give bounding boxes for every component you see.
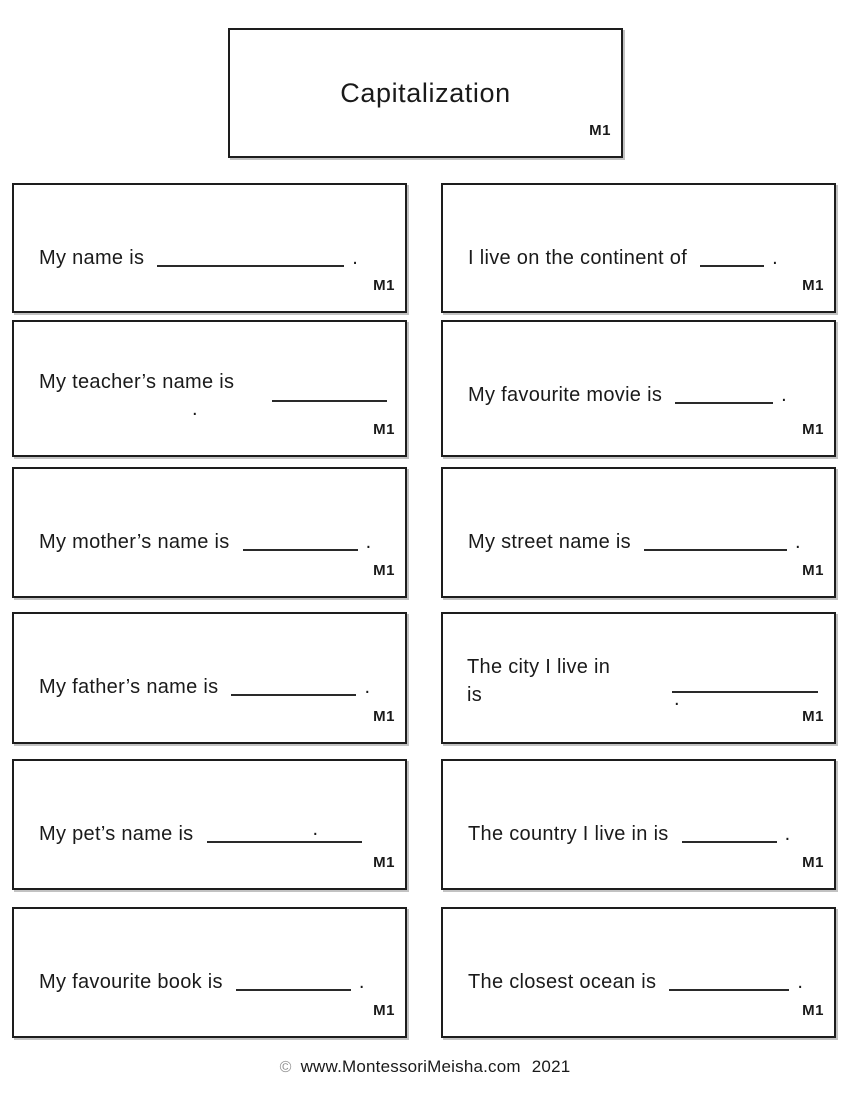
period: .: [192, 398, 198, 420]
sentence-text: My street name is: [468, 531, 631, 553]
period: .: [674, 688, 680, 710]
period: .: [772, 247, 778, 269]
code-badge: M1: [802, 421, 824, 438]
blank-line: [675, 382, 773, 404]
sentence: [468, 242, 778, 270]
page-title: Capitalization: [340, 78, 511, 108]
title-box: [228, 28, 623, 158]
sentence: [39, 526, 371, 554]
sentence: [39, 818, 362, 846]
sentence-text-line1: The city I live in: [467, 656, 611, 678]
period: .: [794, 531, 801, 553]
blank-line: [236, 969, 351, 991]
box-street-name: [441, 467, 836, 598]
code-badge: M1: [589, 122, 611, 139]
blank-line: [669, 969, 789, 991]
code-badge: M1: [373, 277, 395, 294]
code-badge: M1: [373, 421, 395, 438]
sentence-text: My mother’s name is: [39, 531, 230, 553]
sentence: [468, 379, 787, 407]
blank-line: [700, 245, 764, 267]
blank-line: [231, 674, 356, 696]
footer-site: www.MontessoriMeisha.com: [300, 1057, 521, 1076]
footer-year: 2021: [531, 1057, 571, 1076]
sentence-text: My favourite book is: [39, 971, 223, 993]
sentence-text-line2: is: [467, 684, 483, 706]
period: .: [358, 971, 365, 993]
blank-line: [672, 691, 818, 693]
period: .: [352, 247, 359, 269]
blank-line: [644, 529, 787, 551]
sentence: [39, 671, 370, 699]
sentence-text: The closest ocean is: [468, 971, 657, 993]
sentence-text: My father’s name is: [39, 676, 219, 698]
code-badge: M1: [373, 1002, 395, 1019]
box-favourite-book: [12, 907, 407, 1038]
sentence: [39, 966, 365, 994]
sentence: [468, 526, 801, 554]
box-father-name: [12, 612, 407, 744]
period: .: [781, 384, 787, 406]
sentence: [468, 966, 803, 994]
box-city: [441, 612, 836, 744]
box-closest-ocean: [441, 907, 836, 1038]
box-mother-name: [12, 467, 407, 598]
blank-line: [207, 818, 362, 843]
blank-line: [157, 245, 344, 267]
sentence-text: The country I live in is: [468, 823, 669, 845]
box-continent: [441, 183, 836, 313]
code-badge: M1: [802, 277, 824, 294]
copyright-icon: ©: [279, 1059, 292, 1076]
code-badge: M1: [373, 708, 395, 725]
sentence-text: My pet’s name is: [39, 823, 194, 845]
footer-credit: [0, 1057, 850, 1077]
code-badge: M1: [373, 854, 395, 871]
blank-line: [682, 821, 777, 843]
code-badge: M1: [373, 562, 395, 579]
sentence: [468, 818, 790, 846]
sentence-text: My name is: [39, 247, 145, 269]
sentence: [39, 242, 358, 270]
box-favourite-movie: [441, 320, 836, 457]
period: .: [797, 971, 804, 993]
sentence-text: My teacher’s name is: [39, 371, 235, 393]
box-my-name: [12, 183, 407, 313]
blank-line: [272, 400, 387, 402]
code-badge: M1: [802, 854, 824, 871]
code-badge: M1: [802, 562, 824, 579]
code-badge: M1: [802, 708, 824, 725]
period: .: [784, 823, 791, 845]
period: .: [364, 676, 371, 698]
blank-line: [243, 529, 358, 551]
period: .: [312, 818, 319, 840]
code-badge: M1: [802, 1002, 824, 1019]
sentence-text: My favourite movie is: [468, 384, 663, 406]
period: .: [365, 531, 372, 553]
box-pet-name: [12, 759, 407, 890]
sentence-text: I live on the continent of: [468, 247, 688, 269]
box-teacher-name: [12, 320, 407, 457]
box-country: [441, 759, 836, 890]
